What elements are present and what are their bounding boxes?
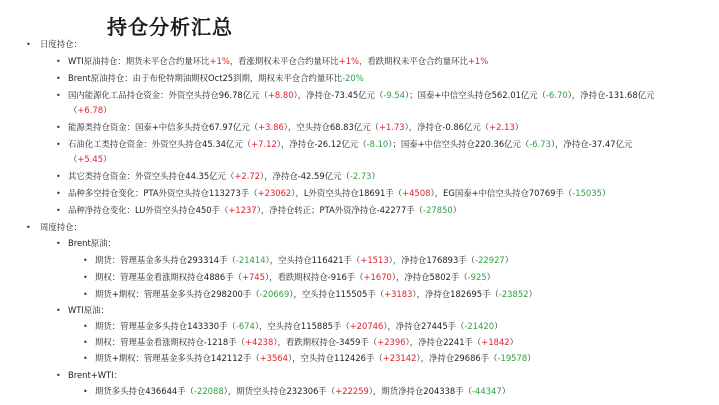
decrease-value: -20%	[342, 73, 364, 83]
text-segment: ）	[452, 205, 462, 215]
bullet-icon: •	[83, 256, 88, 265]
text-segment: 期权：管理基金看涨期权持仓4886手（	[95, 272, 242, 282]
text-segment: ），净持仓2241手（	[405, 337, 482, 347]
list-item	[40, 39, 82, 50]
decrease-value: -2.73	[349, 171, 372, 181]
bullet-icon: •	[83, 290, 88, 299]
bullet-icon: •	[56, 172, 61, 181]
list-item	[68, 188, 610, 199]
bullet-icon: •	[56, 239, 61, 248]
bullet-icon: •	[56, 91, 61, 100]
decrease-value: -674	[235, 321, 255, 331]
list-item	[95, 386, 510, 397]
decrease-value: -6.73	[529, 139, 551, 149]
text-segment: （	[69, 105, 78, 115]
text-segment: 期货多头持仓436644手（	[95, 386, 194, 396]
text-segment: ），EG国泰+中信空头持仓70769手（	[430, 188, 573, 198]
decrease-value: -22088	[193, 386, 224, 396]
increase-value: +5.45	[77, 154, 104, 164]
decrease-value: -15035	[572, 188, 602, 198]
text-segment: 期权：管理基金看涨期权持仓-1218手（	[95, 337, 245, 347]
list-item	[95, 272, 495, 283]
decrease-value: -21414	[235, 255, 266, 265]
text-segment: ），空头持仓115885手（	[254, 321, 350, 331]
text-segment: ）	[509, 337, 519, 347]
list-item	[40, 222, 82, 233]
list-item	[68, 305, 109, 316]
increase-value: +2396	[377, 337, 406, 347]
text-segment: Brent原油：	[68, 238, 116, 248]
text-segment: Brent原油持仓：由于布伦特期油期权Oct25到期，期权未平仓合约量环比	[68, 73, 343, 83]
bullet-icon: •	[56, 123, 61, 132]
text-segment: ），净持仓-37.47亿元	[550, 139, 633, 149]
list-item	[68, 171, 380, 182]
text-segment: ）；国泰+中信空头持仓562.01亿元（	[405, 90, 547, 100]
text-segment: ）；国泰+中信空头持仓220.36亿元（	[388, 139, 530, 149]
increase-value: +4238	[244, 337, 274, 347]
increase-value: +745	[241, 272, 265, 282]
increase-value: +23062	[257, 188, 292, 198]
list-item	[68, 205, 461, 216]
increase-value: +1%	[338, 56, 359, 66]
text-segment: ），净持仓-73.45亿元（	[293, 90, 384, 100]
text-segment: ），净持仓-0.86亿元（	[404, 122, 490, 132]
list-item	[68, 90, 654, 101]
text-segment: Brent+WTI：	[68, 370, 123, 380]
increase-value: +1%	[467, 56, 489, 66]
list-item	[95, 255, 513, 266]
bullet-icon: •	[56, 140, 61, 149]
increase-value: +2.72	[234, 171, 261, 181]
text-segment: ），净持仓5802手（	[391, 272, 468, 282]
increase-value: +7.12	[251, 139, 277, 149]
increase-value: +23142	[382, 353, 417, 363]
text-segment: ），净持仓-26.12亿元（	[276, 139, 367, 149]
text-segment: ）	[486, 272, 496, 282]
increase-value: +1%	[209, 56, 230, 66]
bullet-icon: •	[83, 354, 88, 363]
increase-value: +3.86	[258, 122, 284, 132]
bullet-icon: •	[56, 189, 61, 198]
text-segment: ），净持仓-42.59亿元（	[260, 171, 350, 181]
increase-value: +20746	[349, 321, 384, 331]
increase-value: +1842	[481, 337, 510, 347]
increase-value: +2.13	[489, 122, 515, 132]
decrease-value: -6.70	[546, 90, 568, 100]
list-item	[68, 122, 523, 133]
decrease-value: -44347	[472, 386, 502, 396]
increase-value: +1.73	[378, 122, 405, 132]
text-segment: ），看跌期权持仓-3459手（	[273, 337, 378, 347]
text-segment: ）	[514, 122, 524, 132]
text-segment: ）	[501, 386, 511, 396]
list-item-continuation	[69, 154, 111, 165]
text-segment: 其它类持仓资金：外资空头持仓44.35亿元（	[68, 171, 235, 181]
increase-value: +1670	[363, 272, 392, 282]
increase-value: +1237	[228, 205, 257, 215]
bullet-icon: •	[83, 322, 88, 331]
bullet-icon: •	[83, 338, 88, 347]
list-item	[95, 321, 502, 332]
bullet-icon: •	[56, 206, 61, 215]
text-segment: 周度持仓：	[40, 222, 82, 232]
increase-value: +4508	[402, 188, 431, 198]
list-item	[68, 370, 122, 381]
decrease-value: -925	[467, 272, 487, 282]
decrease-value: -9.54	[383, 90, 406, 100]
text-segment: 期货+期权：管理基金多头持仓298200手（	[95, 289, 260, 299]
decrease-value: -27850	[423, 205, 453, 215]
increase-value: +8.80	[267, 90, 294, 100]
text-segment: （	[69, 154, 78, 164]
text-segment: 品种多空持仓变化：PTA外资空头持仓113273手（	[68, 188, 258, 198]
text-segment: ，看跌期权未平仓合约量环比	[359, 56, 468, 66]
text-segment: 期货：管理基金多头持仓143330手（	[95, 321, 236, 331]
list-item	[68, 73, 364, 84]
text-segment: ），净持仓176893手（	[388, 255, 476, 265]
bullet-icon: •	[83, 387, 88, 396]
text-segment: 期货：管理基金多头持仓293314手（	[95, 255, 236, 265]
increase-value: +3183	[384, 289, 413, 299]
list-item	[68, 56, 488, 67]
text-segment: WTI原油持仓：期货未平仓合约量环比	[68, 56, 210, 66]
decrease-value: -8.10	[366, 139, 389, 149]
text-segment: ）	[528, 289, 537, 299]
text-segment: 日度持仓：	[40, 39, 82, 49]
bullet-icon: •	[26, 223, 31, 232]
bullet-icon: •	[56, 57, 61, 66]
text-segment: ）	[103, 105, 112, 115]
text-segment: ），空头持仓112426手（	[287, 353, 383, 363]
bullet-icon: •	[56, 371, 61, 380]
bullet-icon: •	[26, 40, 31, 49]
text-segment: ），L外资空头持仓18691手（	[291, 188, 403, 198]
text-segment: ），空头持仓116421手（	[265, 255, 361, 265]
list-item	[95, 337, 518, 348]
bullet-icon: •	[56, 306, 61, 315]
text-segment: ）	[103, 154, 112, 164]
increase-value: +22259	[335, 386, 369, 396]
decrease-value: -19578	[497, 353, 528, 363]
text-segment: ），期货空头持仓232306手（	[223, 386, 336, 396]
text-segment: 能源类持仓资金：国泰+中信多头持仓67.97亿元（	[68, 122, 259, 132]
increase-value: +3564	[259, 353, 288, 363]
text-segment: ），空头持仓68.83亿元（	[283, 122, 379, 132]
text-segment: ），看跌期权持仓-916手（	[264, 272, 364, 282]
text-segment: ）	[527, 353, 536, 363]
increase-value: +1513	[360, 255, 389, 265]
text-segment: 期货+期权：管理基金多头持仓142112手（	[95, 353, 260, 363]
text-segment: WTI原油：	[68, 305, 109, 315]
text-segment: 石油化工类持仓资金：外资空头持仓45.34亿元（	[68, 139, 252, 149]
decrease-value: -23852	[498, 289, 529, 299]
bullet-icon: •	[83, 273, 88, 282]
text-segment: ），净持仓182695手（	[412, 289, 499, 299]
text-segment: 国内能源化工品持仓资金：外资空头持仓96.78亿元（	[68, 90, 268, 100]
text-segment: ，看涨期权未平仓合约量环比	[229, 56, 339, 66]
list-item	[95, 289, 537, 300]
text-segment: ），空头持仓115505手（	[289, 289, 385, 299]
text-segment: ）	[504, 255, 514, 265]
list-item	[95, 353, 536, 364]
text-segment: ）	[371, 171, 380, 181]
page-title: 持仓分析汇总	[107, 15, 233, 39]
text-segment: ）	[601, 188, 611, 198]
decrease-value: -22927	[475, 255, 505, 265]
text-segment: ），净持仓27445手（	[383, 321, 465, 331]
increase-value: +6.78	[77, 105, 104, 115]
decrease-value: -21420	[464, 321, 495, 331]
text-segment: ），期货净持仓204338手（	[368, 386, 473, 396]
text-segment: 品种净持仓变化：LU外资空头持仓450手（	[68, 205, 229, 215]
bullet-icon: •	[56, 74, 61, 83]
text-segment: ），净持仓29686手（	[416, 353, 498, 363]
decrease-value: -20669	[259, 289, 290, 299]
list-item-continuation	[69, 105, 111, 116]
text-segment: ），净持仓-131.68亿元	[567, 90, 655, 100]
text-segment: ），净持仓转正；PTA外资净持仓-42277手（	[256, 205, 424, 215]
list-item	[68, 238, 116, 249]
text-segment: ）	[494, 321, 503, 331]
list-item	[68, 139, 632, 150]
